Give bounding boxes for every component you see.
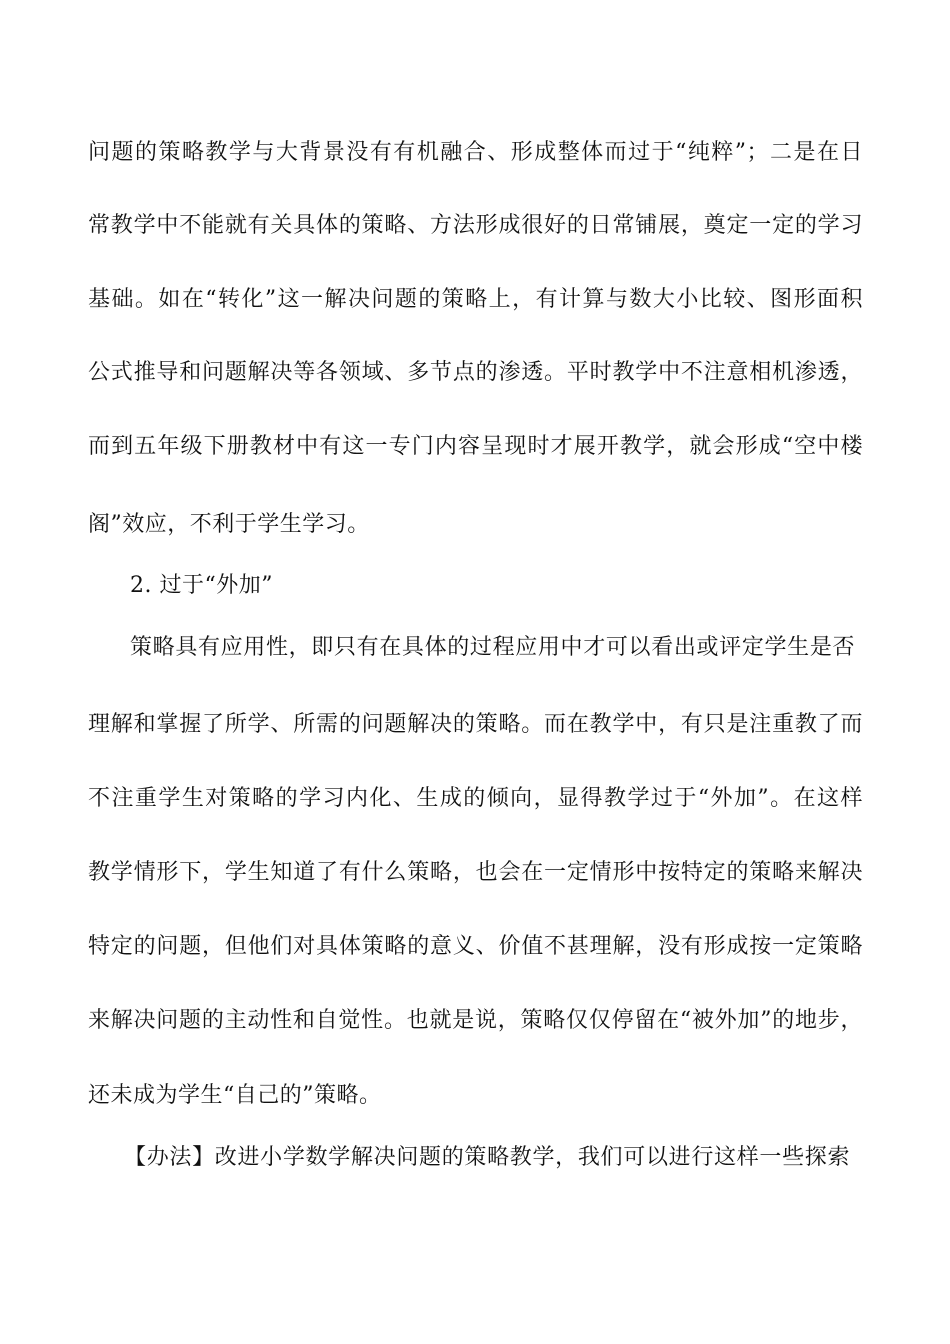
paragraph-line-5: 而到五年级下册教材中有这一专门内容呈现时才展开教学，就会形成“空中楼 — [88, 434, 863, 459]
paragraph-line-1: 问题的策略教学与大背景没有有机融合、形成整体而过于“纯粹”；二是在日 — [88, 140, 863, 165]
paragraph-line-7: 策略具有应用性，即只有在具体的过程应用中才可以看出或评定学生是否 — [130, 635, 855, 660]
paragraph-line-4: 公式推导和问题解决等各领域、多节点的渗透。平时教学中不注意相机渗透， — [88, 360, 863, 385]
section-heading: 2. 过于“外加” — [130, 573, 273, 598]
paragraph-line-3: 基础。如在“转化”这一解决问题的策略上，有计算与数大小比较、图形面积 — [88, 287, 863, 312]
paragraph-line-10: 教学情形下，学生知道了有什么策略，也会在一定情形中按特定的策略来解决 — [88, 860, 863, 885]
paragraph-line-9: 不注重学生对策略的学习内化、生成的倾向，显得教学过于“外加”。在这样 — [88, 786, 863, 811]
paragraph-line-8: 理解和掌握了所学、所需的问题解决的策略。而在教学中，有只是注重教了而 — [88, 712, 863, 737]
method-paragraph-line: 【办法】改进小学数学解决问题的策略教学，我们可以进行这样一些探索 — [124, 1145, 850, 1170]
paragraph-line-2: 常教学中不能就有关具体的策略、方法形成很好的日常铺展，奠定一定的学习 — [88, 213, 863, 238]
paragraph-line-11: 特定的问题，但他们对具体策略的意义、价值不甚理解，没有形成按一定策略 — [88, 934, 863, 959]
paragraph-line-13: 还未成为学生“自己的”策略。 — [88, 1083, 382, 1108]
paragraph-line-6: 阁”效应，不利于学生学习。 — [88, 512, 370, 537]
paragraph-line-12: 来解决问题的主动性和自觉性。也就是说，策略仅仅停留在“被外加”的地步， — [88, 1008, 863, 1033]
